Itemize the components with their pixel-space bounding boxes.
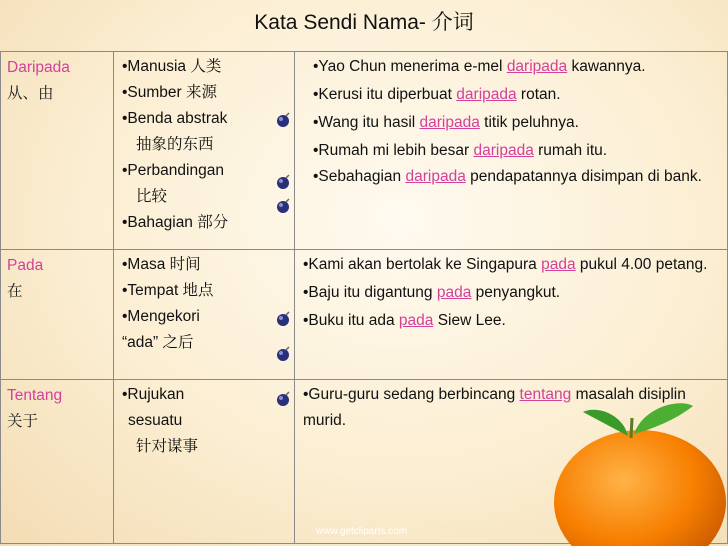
meaning-cell xyxy=(114,52,295,250)
word-label: Daripada xyxy=(7,59,70,76)
example-sentence: •Kami akan bertolak ke Singapura pada pukul 4.00 petang. xyxy=(303,256,708,273)
table-row xyxy=(1,52,728,250)
example-sentence: •Buku itu ada pada Siew Lee. xyxy=(303,312,506,329)
bomb-bullet-icon xyxy=(275,111,292,128)
example-sentence: •Guru-guru sedang berbincang tentang masalah disiplin murid. xyxy=(303,386,686,429)
meaning-item: •Benda abstrak xyxy=(122,110,228,127)
page-title: Kata Sendi Nama- 介词 xyxy=(254,11,474,34)
meaning-item: •Bahagian 部分 xyxy=(122,214,229,231)
credit-text: www.getcliparts.com xyxy=(316,526,408,537)
example-sentence: •Baju itu digantung pada penyangkut. xyxy=(303,284,561,301)
bomb-bullet-icon xyxy=(275,197,292,214)
meaning-item: •Tempat 地点 xyxy=(122,282,214,299)
meaning-item: •Rujukan xyxy=(122,386,185,403)
meaning-cell xyxy=(114,250,295,380)
meaning-item: 针对谋事 xyxy=(136,438,199,455)
bomb-bullet-icon xyxy=(275,310,292,327)
meaning-item: •Masa 时间 xyxy=(122,256,201,273)
meaning-item: •Sumber 来源 xyxy=(122,84,218,101)
word-label: Tentang xyxy=(7,387,63,404)
word-chinese: 在 xyxy=(7,283,23,300)
table-row xyxy=(1,250,728,380)
example-sentence: •Wang itu hasil daripada titik peluhnya. xyxy=(313,114,579,131)
example-sentence: •Sebahagian daripada pendapatannya disimpan di bank. xyxy=(313,168,702,185)
example-cell xyxy=(295,250,728,380)
meaning-item: •Perbandingan xyxy=(122,162,224,179)
word-chinese: 关于 xyxy=(7,413,39,430)
bomb-bullet-icon xyxy=(275,173,292,190)
word-cell xyxy=(1,52,114,250)
bomb-bullet-icon xyxy=(275,390,292,407)
meaning-cell xyxy=(114,380,295,544)
example-sentence: •Yao Chun menerima e-mel daripada kawannya. xyxy=(313,58,646,75)
meaning-item: 抽象的东西 xyxy=(136,136,214,153)
meaning-item: “ada” 之后 xyxy=(122,334,194,351)
word-chinese: 从、由 xyxy=(7,85,54,102)
meaning-item: •Manusia 人类 xyxy=(122,58,222,75)
word-cell xyxy=(1,380,114,544)
meaning-item: •Mengekori xyxy=(122,308,200,325)
tangerine-image xyxy=(528,380,728,546)
word-cell xyxy=(1,250,114,380)
meaning-item: sesuatu xyxy=(128,412,183,429)
example-sentence: •Kerusi itu diperbuat daripada rotan. xyxy=(313,86,561,103)
meaning-item: 比较 xyxy=(136,188,168,205)
example-sentence: •Rumah mi lebih besar daripada rumah itu. xyxy=(313,142,608,159)
bomb-bullet-icon xyxy=(275,345,292,362)
example-cell xyxy=(295,52,728,250)
word-label: Pada xyxy=(7,257,44,274)
